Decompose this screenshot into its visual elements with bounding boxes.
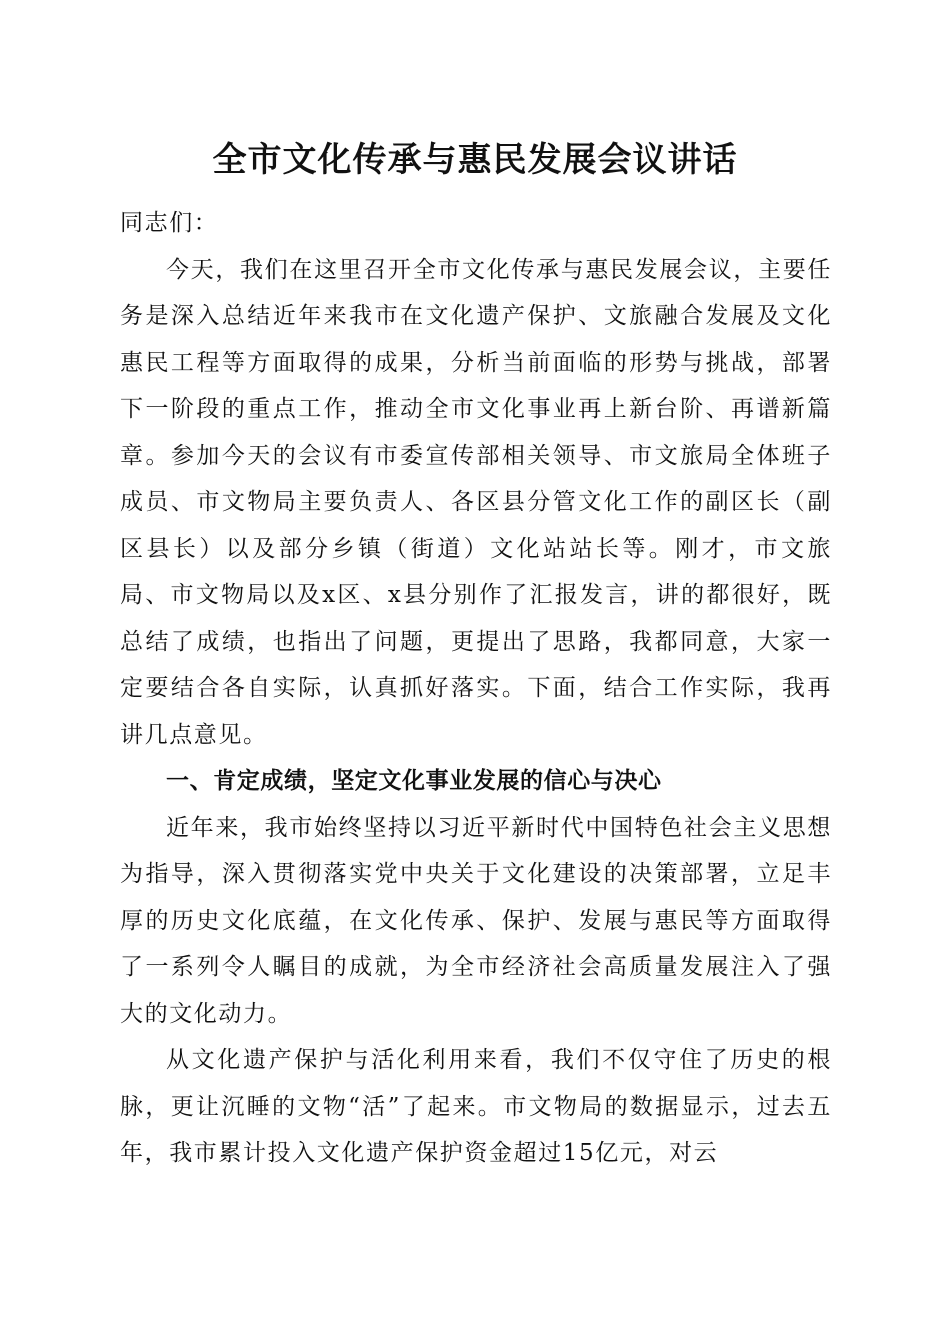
section-heading: 一、肯定成绩，坚定文化事业发展的信心与决心 — [166, 768, 662, 794]
document-title: 全市文化传承与惠民发展会议讲话 — [212, 140, 738, 180]
document-body — [120, 200, 832, 1177]
section-paragraph: 从文化遗产保护与活化利用来看，我们不仅守住了历史的根脉，更让沉睡的文物“活”了起来。市文物局的数据显示，过去五年，我市累计投入文化遗产保护资金超过15亿元，对云 — [120, 1047, 832, 1166]
opening-paragraph: 今天，我们在这里召开全市文化传承与惠民发展会议，主要任务是深入总结近年来我市在文化遗产保护、文旅融合发展及文化惠民工程等方面取得的成果，分析当前面临的形势与挑战，部署下一阶段的重点工作，推动全市文化事业再上新台阶、再谱新篇章。参加今天的会议有市委宣传部相关领导、市文旅局全体班子成员、市文物局主要负责人、各区县分管文化工作的副区长（副区县长）以及部分乡镇（街道）文化站站长等。刚才，市文旅局、市文物局以及x区、x县分别作了汇报发言，讲的都很好，既总结了成绩，也指出了问题，更提出了思路，我都同意，大家一定要结合各自实际，认真抓好落实。下面，结合工作实际，我再讲几点意见。 — [120, 256, 832, 748]
section-paragraph: 近年来，我市始终坚持以习近平新时代中国特色社会主义思想为指导，深入贯彻落实党中央关于文化建设的决策部署，立足丰厚的历史文化底蕴，在文化传承、保护、发展与惠民等方面取得了一系列令人瞩目的成就，为全市经济社会高质量发展注入了强大的文化动力。 — [120, 814, 832, 1027]
salutation: 同志们： — [120, 210, 219, 236]
